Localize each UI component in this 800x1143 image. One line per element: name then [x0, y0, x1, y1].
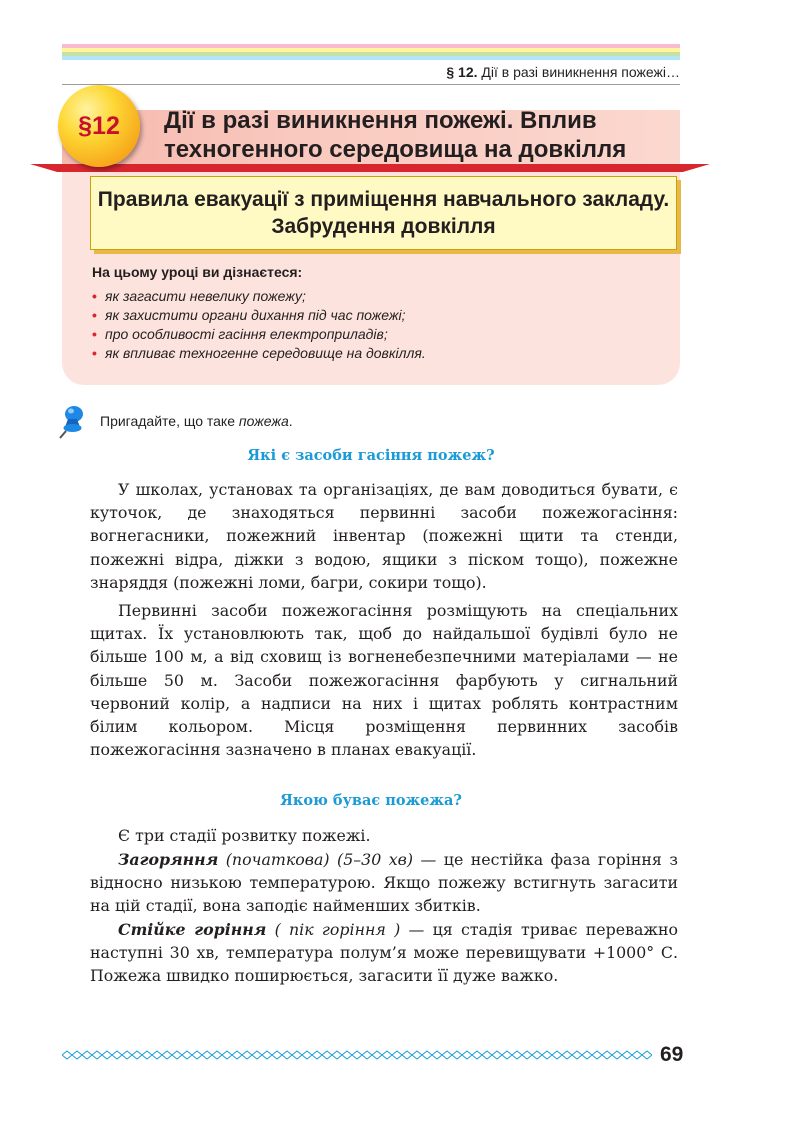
section-title-extinguishing: Які є засоби гасіння пожеж?: [247, 447, 495, 464]
paragraph-intro: Є три стадії розвитку пожежі.: [118, 826, 371, 845]
stage-2-text: — ця стадія триває переважно наступні 30 хв, температура полум’я може перевищувати +1000° С. Пожежа швидко поширюється, загасити її дуже важко.: [90, 920, 678, 986]
header-divider: [62, 84, 680, 85]
chapter-subtitle: Правила евакуації з приміщення навчального закладу. Забрудення довкілля: [97, 188, 670, 238]
learn-item: • про особливості гасіння електроприладів;: [92, 325, 426, 344]
stage-1-text: — це нестійка фаза горіння з відносно низькою температурою. Якщо пожежу встигнуть загасити на цій стадії, вона заподіє найменших збитків.: [90, 850, 678, 916]
recall-text: Пригадайте, що таке: [100, 413, 239, 429]
section-title-fire-stages: Якою буває пожежа?: [280, 792, 462, 809]
stage-1-note: (початкова) (5–30 хв): [218, 850, 414, 869]
badge-label: §12: [78, 112, 120, 140]
recall-term: пожежа: [238, 413, 289, 429]
paragraph-stage-1: [90, 848, 678, 918]
learn-item: • як впливає техногенне середовище на довкілля.: [92, 344, 426, 363]
stage-2-term: Стійке горіння: [118, 920, 267, 939]
learn-list: [92, 287, 426, 363]
running-title: Дії в разі виникнення пожежі…: [481, 64, 680, 80]
learn-item: • як захистити органи дихання під час пожежі;: [92, 306, 426, 325]
header-stripe-blue: [62, 56, 680, 60]
pushpin-icon: [58, 405, 86, 439]
learn-item: • як загасити невелику пожежу;: [92, 287, 426, 306]
page-number: 69: [660, 1043, 684, 1066]
learn-heading: На цьому уроці ви дізнаєтеся:: [92, 264, 303, 280]
footer-wave-line: [62, 1050, 652, 1060]
running-head: [446, 64, 680, 80]
subtitle-box: [90, 176, 677, 250]
stage-2-note: ( пік горіння ): [266, 920, 401, 939]
stage-1-term: Загоряння: [118, 850, 219, 869]
paragraph-1: У школах, установах та організаціях, де вам доводиться бувати, є куточок, де знаходяться первинні засоби пожежогасіння: вогнегасники, пожежний інвентар (пожежні щити та стенди, пожежні відра, діжки з водою, ящики з піском тощо), пожежне знаряддя (пожежні ломи, багри, сокири тощо).: [90, 480, 678, 592]
paragraph-stage-2: [90, 918, 678, 988]
paragraph-badge: [58, 85, 140, 167]
running-section: § 12.: [446, 64, 478, 80]
chapter-title: Дії в разі виникнення пожежі. Вплив техногенного середовища на довкілля: [164, 107, 627, 163]
paragraph-2: Первинні засоби пожежогасіння розміщують на спеціальних щитах. Їх установлюють так, щоб до найдальшої будівлі було не більше 100 м, а від сховищ із вогненебезпечними матеріалами — не більше 50 м. Засоби пожежогасіння фарбують у сигнальний червоний колір, а надписи на них і щитах роблять контрастним білим кольором. Місця розміщення первинних засобів пожежогасіння зазначено в планах евакуації.: [90, 601, 678, 760]
recall-prompt: [100, 413, 293, 429]
recall-end: .: [288, 413, 293, 429]
